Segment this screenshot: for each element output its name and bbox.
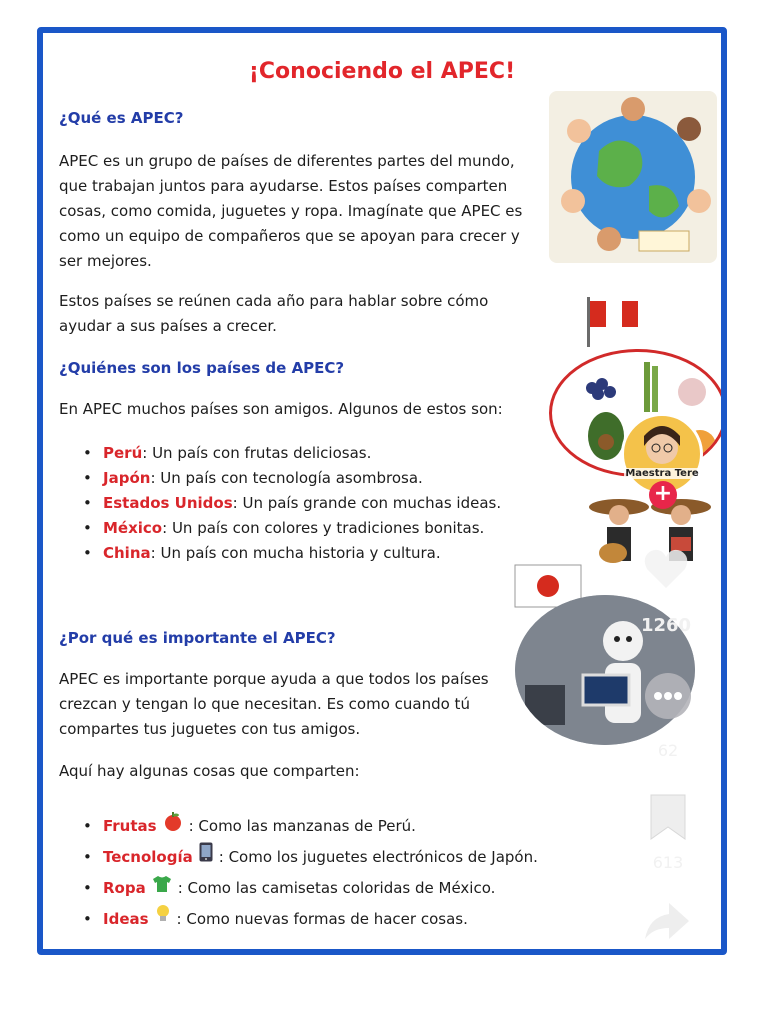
saves-count: 613 — [652, 853, 684, 872]
list-item: • Ropa : Como las camisetas coloridas de México. — [79, 873, 538, 904]
section-who-heading: ¿Quiénes son los países de APEC? — [59, 359, 345, 377]
countries-list — [79, 441, 501, 566]
section-who-intro: En APEC muchos países son amigos. Algunos de estos son: — [59, 400, 503, 418]
lightbulb-icon — [155, 904, 171, 935]
section-why-heading: ¿Por qué es importante el APEC? — [59, 629, 336, 647]
section-what-paragraph-1: APEC es un grupo de países de diferentes partes del mundo, que trabajan juntos para ayudarse. Estos países comparten cosas, como comida, juguetes y ropa. Imagínate que APEC es como un equipo de compañeros que se apoyan para crecer y ser mejores. — [59, 152, 523, 270]
apple-icon — [163, 811, 183, 842]
section-what-paragraph-2: Estos países se reúnen cada año para hablar sobre cómo ayudar a sus países a crecer. — [59, 292, 489, 335]
list-item: • Japón: Un país con tecnología asombrosa. — [79, 466, 501, 491]
peru-flag-icon — [585, 297, 645, 347]
likes-count: 1260 — [640, 615, 692, 636]
creator-label: Maestra Tere — [625, 468, 699, 479]
document-frame — [37, 27, 727, 955]
list-item: • México: Un país con colores y tradiciones bonitas. — [79, 516, 501, 541]
comment-icon[interactable] — [645, 673, 691, 719]
page-title: ¡Conociendo el APEC! — [248, 59, 516, 84]
comments-count: 62 — [657, 741, 679, 760]
heart-icon[interactable] — [641, 543, 691, 593]
follow-plus-icon[interactable]: + — [649, 481, 677, 509]
share-icon[interactable] — [641, 899, 693, 943]
list-item: • Ideas : Como nuevas formas de hacer cosas. — [79, 904, 538, 935]
list-item: • Tecnología : Como los juguetes electrónicos de Japón. — [79, 842, 538, 873]
list-item: • Estados Unidos: Un país grande con muchas ideas. — [79, 491, 501, 516]
phone-icon — [199, 842, 213, 873]
list-item: • Perú: Un país con frutas deliciosas. — [79, 441, 501, 466]
shared-things-list — [79, 811, 538, 935]
list-item: • China: Un país con mucha historia y cultura. — [79, 541, 501, 566]
kids-globe-illustration — [549, 91, 717, 263]
tshirt-icon — [152, 873, 172, 904]
section-why-paragraph-2: Aquí hay algunas cosas que comparten: — [59, 762, 360, 780]
section-why-paragraph-1: APEC es importante porque ayuda a que todos los países crezcan y tengan lo que necesitan. Es como cuando tú compartes tus juguetes con tus amigos. — [59, 670, 489, 738]
section-what-heading: ¿Qué es APEC? — [59, 109, 184, 127]
list-item: • Frutas : Como las manzanas de Perú. — [79, 811, 538, 842]
bookmark-icon[interactable] — [647, 793, 689, 841]
